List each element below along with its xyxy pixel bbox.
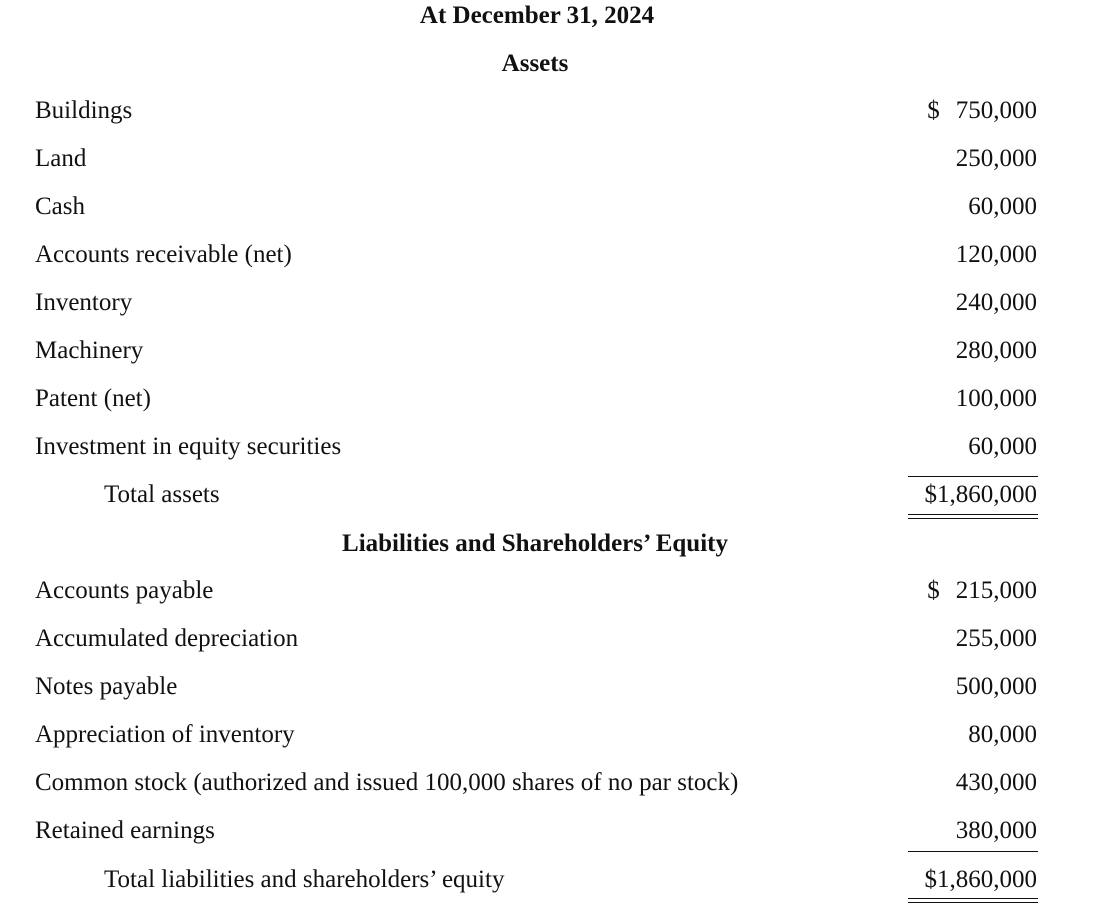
- equity-label: Retained earnings: [35, 817, 215, 844]
- liability-row-accounts-payable: [0, 577, 1107, 609]
- asset-amount: 60,000: [968, 433, 1037, 460]
- total-assets-amount: $1,860,000: [924, 481, 1037, 508]
- liability-amount-value: 215,000: [955, 577, 1037, 604]
- equity-row-retained-earnings: [0, 817, 1107, 849]
- total-liabilities-equity-row: [0, 866, 1107, 898]
- asset-row-investment: [0, 433, 1107, 465]
- liabilities-equity-heading: Liabilities and Shareholders’ Equity: [342, 530, 728, 557]
- liability-amount: [927, 577, 1037, 605]
- assets-heading: Assets: [501, 50, 569, 77]
- liability-amount: 500,000: [955, 673, 1037, 700]
- total-double-rule: [908, 514, 1038, 519]
- asset-row-inventory: [0, 289, 1107, 321]
- asset-amount: 280,000: [955, 337, 1037, 364]
- total-liabilities-equity-amount: $1,860,000: [924, 866, 1037, 893]
- asset-row-cash: [0, 193, 1107, 225]
- asset-label: Land: [35, 145, 87, 172]
- asset-label: Machinery: [35, 337, 144, 364]
- liability-row-notes-payable: [0, 673, 1107, 705]
- liability-label: Accumulated depreciation: [35, 625, 299, 652]
- asset-row-accounts-receivable: [0, 241, 1107, 273]
- liability-amount: 255,000: [955, 625, 1037, 652]
- equity-row-common-stock: [0, 769, 1107, 801]
- asset-amount: 240,000: [955, 289, 1037, 316]
- equity-label: Common stock (authorized and issued 100,000 shares of no par stock): [35, 769, 739, 796]
- equity-amount: 380,000: [955, 817, 1037, 844]
- asset-amount: 60,000: [968, 193, 1037, 220]
- asset-amount: 250,000: [955, 145, 1037, 172]
- asset-amount: 120,000: [955, 241, 1037, 268]
- asset-amount: 100,000: [955, 385, 1037, 412]
- asset-row-patent: [0, 385, 1107, 417]
- asset-label: Inventory: [35, 289, 133, 316]
- asset-amount: [927, 97, 1037, 125]
- statement-date-heading: At December 31, 2024: [419, 2, 655, 29]
- liability-row-appreciation-inventory: [0, 721, 1107, 753]
- asset-label: Cash: [35, 193, 85, 220]
- currency-symbol: $: [927, 577, 940, 604]
- asset-row-land: [0, 145, 1107, 177]
- equity-amount: 430,000: [955, 769, 1037, 796]
- liability-row-accumulated-depreciation: [0, 625, 1107, 657]
- asset-label: Investment in equity securities: [35, 433, 342, 460]
- asset-label: Patent (net): [35, 385, 151, 412]
- total-liabilities-equity-label: Total liabilities and shareholders’ equity: [104, 866, 505, 893]
- subtotal-rule: [908, 476, 1038, 477]
- total-assets-label: Total assets: [104, 481, 220, 508]
- total-assets-row: [0, 481, 1107, 513]
- asset-row-machinery: [0, 337, 1107, 369]
- asset-row-buildings: [0, 97, 1107, 129]
- liability-amount: 80,000: [968, 721, 1037, 748]
- asset-amount-value: 750,000: [955, 97, 1037, 124]
- currency-symbol: $: [927, 97, 940, 124]
- asset-label: Buildings: [35, 97, 133, 124]
- liability-label: Appreciation of inventory: [35, 721, 295, 748]
- subtotal-rule: [908, 851, 1038, 852]
- asset-label: Accounts receivable (net): [35, 241, 292, 268]
- liability-label: Accounts payable: [35, 577, 214, 604]
- total-double-rule: [908, 898, 1038, 903]
- liability-label: Notes payable: [35, 673, 178, 700]
